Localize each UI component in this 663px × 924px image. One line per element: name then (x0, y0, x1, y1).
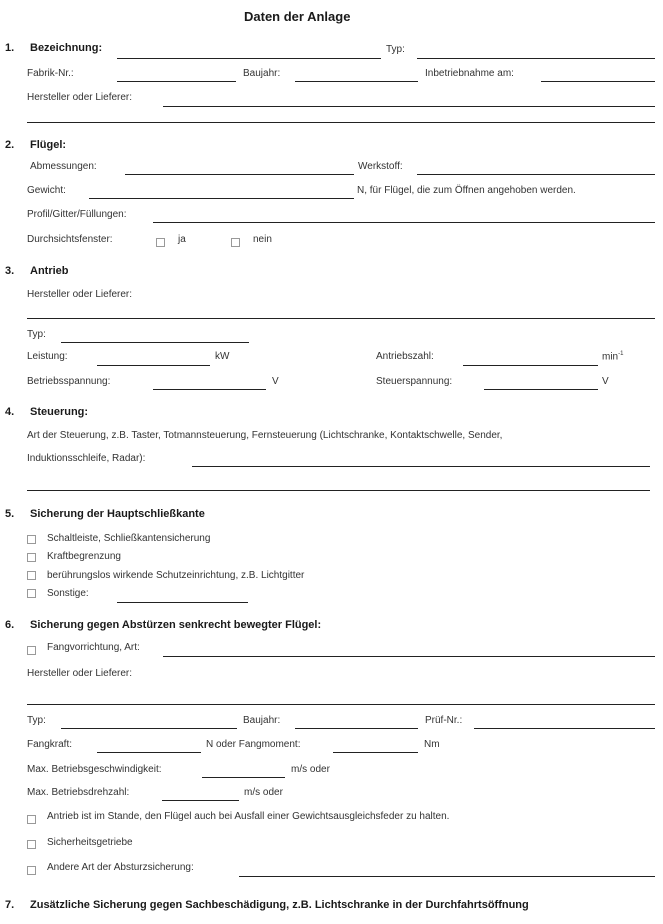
antrieb-hersteller-field[interactable] (27, 318, 655, 319)
fang-hersteller-field[interactable] (27, 704, 655, 705)
leistung-label: Leistung: (27, 351, 68, 362)
antrieb-typ-label: Typ: (27, 329, 46, 340)
antrieb-halt-label: Antrieb ist im Stande, den Flügel auch bei Ausfall einer Gewichtsausgleichsfeder zu halten. (47, 811, 450, 822)
kw-unit: kW (215, 351, 230, 362)
fangkraft-label: Fangkraft: (27, 739, 73, 750)
option-label: berührungslos wirkende Schutzeinrichtung, z.B. Lichtgitter (47, 570, 305, 581)
min-unit (602, 351, 623, 362)
ja-checkbox[interactable] (156, 238, 165, 247)
ms-unit-2: m/s oder (244, 787, 283, 798)
fang-hersteller-label: Hersteller oder Lieferer: (27, 668, 133, 679)
min-unit-exponent: -1 (618, 351, 624, 357)
typ-label: Typ: (386, 44, 405, 55)
fang-baujahr-field[interactable] (295, 728, 418, 729)
geschwindigkeit-label: Max. Betriebsgeschwindigkeit: (27, 764, 162, 775)
section-2-heading: Flügel: (30, 139, 67, 151)
betriebsspannung-label: Betriebsspannung: (27, 376, 111, 387)
hersteller-field[interactable] (163, 106, 655, 107)
induktion-label: Induktionsschleife, Radar): (27, 453, 146, 464)
option-checkbox[interactable] (27, 589, 36, 598)
fang-typ-label: Typ: (27, 715, 46, 726)
section-5-number: 5. (5, 508, 15, 520)
antrieb-typ-field[interactable] (61, 342, 249, 343)
nein-checkbox[interactable] (231, 238, 240, 247)
section-6-number: 6. (5, 619, 15, 631)
antrieb-hersteller-label: Hersteller oder Lieferer: (27, 289, 133, 300)
section-5-heading: Sicherung der Hauptschließkante (30, 508, 205, 520)
geschwindigkeit-field[interactable] (202, 777, 285, 778)
v-unit-2: V (602, 376, 609, 387)
andere-checkbox[interactable] (27, 866, 36, 875)
typ-field[interactable] (417, 58, 655, 59)
option-checkbox[interactable] (27, 571, 36, 580)
antriebszahl-label: Antriebszahl: (376, 351, 434, 362)
abmessungen-field[interactable] (125, 174, 354, 175)
fangvorrichtung-label: Fangvorrichtung, Art: (47, 642, 140, 653)
v-unit-1: V (272, 376, 279, 387)
antrieb-halt-checkbox[interactable] (27, 815, 36, 824)
page-title: Daten der Anlage (244, 9, 351, 24)
bezeichnung-field[interactable] (117, 58, 381, 59)
option-checkbox[interactable] (27, 535, 36, 544)
fangkraft-field[interactable] (97, 752, 201, 753)
section-1-divider (27, 122, 655, 123)
nm-unit: Nm (424, 739, 440, 750)
section-1-number: 1. (5, 42, 15, 54)
section-4-number: 4. (5, 406, 15, 418)
ja-label: ja (178, 234, 186, 245)
gewicht-note: N, für Flügel, die zum Öffnen angehoben werden. (357, 185, 576, 196)
steuerspannung-label: Steuerspannung: (376, 376, 453, 387)
steuerung-art-text: Art der Steuerung, z.B. Taster, Totmannsteuerung, Fernsteuerung (Lichtschranke, Kontaktschwelle, Sender, (27, 430, 503, 441)
option-label: Schaltleiste, Schließkantensicherung (47, 533, 211, 544)
profil-label: Profil/Gitter/Füllungen: (27, 209, 127, 220)
section-7-heading: Zusätzliche Sicherung gegen Sachbeschädigung, z.B. Lichtschranke in der Durchfahrtsöffnung (30, 899, 529, 911)
steuerung-field[interactable] (192, 466, 650, 467)
fangvorrichtung-field[interactable] (163, 656, 655, 657)
fangvorrichtung-checkbox[interactable] (27, 646, 36, 655)
section-7-number: 7. (5, 899, 15, 911)
antriebszahl-field[interactable] (463, 365, 598, 366)
andere-field[interactable] (239, 876, 655, 877)
hersteller-label: Hersteller oder Lieferer: (27, 92, 133, 103)
sonstige-field[interactable] (117, 602, 248, 603)
option-checkbox[interactable] (27, 553, 36, 562)
option-label: Sonstige: (47, 588, 89, 599)
ms-unit-1: m/s oder (291, 764, 330, 775)
sicherheitsgetriebe-label: Sicherheitsgetriebe (47, 837, 133, 848)
section-4-heading: Steuerung: (30, 406, 89, 418)
drehzahl-label: Max. Betriebsdrehzahl: (27, 787, 130, 798)
steuerung-field-2[interactable] (27, 490, 650, 491)
section-1-heading: Bezeichnung: (30, 42, 103, 54)
werkstoff-label: Werkstoff: (358, 161, 403, 172)
steuerspannung-field[interactable] (484, 389, 598, 390)
fang-typ-field[interactable] (61, 728, 237, 729)
option-label: Kraftbegrenzung (47, 551, 121, 562)
fangmoment-field[interactable] (333, 752, 418, 753)
inbetriebnahme-label: Inbetriebnahme am: (425, 68, 514, 79)
betriebsspannung-field[interactable] (153, 389, 266, 390)
andere-label: Andere Art der Absturzsicherung: (47, 862, 194, 873)
profil-field[interactable] (153, 222, 655, 223)
nein-label: nein (253, 234, 272, 245)
section-3-number: 3. (5, 265, 15, 277)
leistung-field[interactable] (97, 365, 210, 366)
fabrik-nr-label: Fabrik-Nr.: (27, 68, 74, 79)
werkstoff-field[interactable] (417, 174, 655, 175)
drehzahl-field[interactable] (162, 800, 239, 801)
abmessungen-label: Abmessungen: (30, 161, 97, 172)
pruef-nr-label: Prüf-Nr.: (425, 715, 463, 726)
inbetriebnahme-field[interactable] (541, 81, 655, 82)
fangmoment-label: N oder Fangmoment: (206, 739, 301, 750)
section-3-heading: Antrieb (30, 265, 69, 277)
sicherheitsgetriebe-checkbox[interactable] (27, 840, 36, 849)
baujahr-label: Baujahr: (243, 68, 281, 79)
section-2-number: 2. (5, 139, 15, 151)
fang-baujahr-label: Baujahr: (243, 715, 281, 726)
pruef-nr-field[interactable] (474, 728, 655, 729)
min-unit-text: min (602, 351, 619, 363)
gewicht-field[interactable] (89, 198, 354, 199)
section-6-heading: Sicherung gegen Abstürzen senkrecht bewegter Flügel: (30, 619, 322, 631)
baujahr-field[interactable] (295, 81, 418, 82)
fabrik-nr-field[interactable] (117, 81, 236, 82)
durchsicht-label: Durchsichtsfenster: (27, 234, 113, 245)
gewicht-label: Gewicht: (27, 185, 66, 196)
